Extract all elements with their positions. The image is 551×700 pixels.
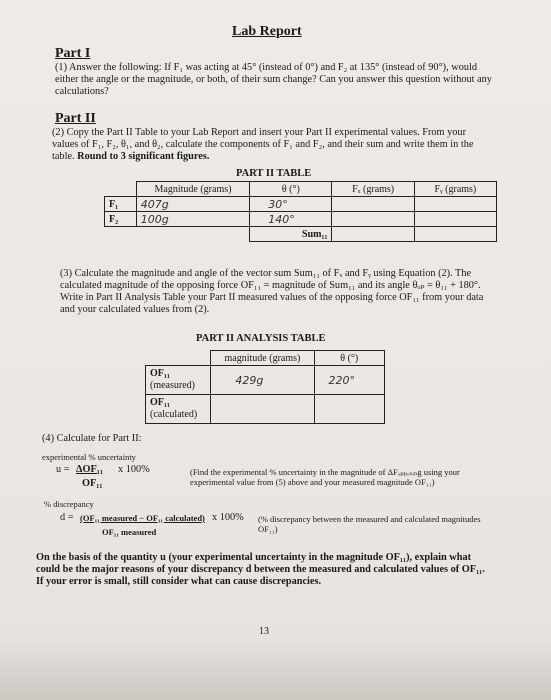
part2-instruction-1-text: (2) Copy the Part II Table to your Lab Report and insert your Part II experimental values. From your values of F₁, F₂, θ₁, and θ₂, calculate the components of F₁ and F₂, and their sum and write them in the table. bbox=[52, 127, 474, 162]
part2-instruction-3: (3) Calculate the magnitude and angle of the vector sum Sum₁₁ of Fₓ and Fᵧ using Equation (2). The calculated magnitude of the opposing force OF₁₁ = magnitude of Sum₁₁ and its angle θₒₚ = θ₁₁ + 180°. Write in Part II Analysis Table your Part II measured values of the opposing force OF₁₁ from your data and your calculated values from (2). bbox=[60, 268, 484, 315]
analysis-table bbox=[145, 350, 385, 424]
table-header: θ (°) bbox=[250, 182, 332, 197]
label-bottom: (calculated) bbox=[150, 409, 198, 420]
part1-heading: Part I bbox=[55, 46, 91, 61]
sum-spacer bbox=[105, 227, 137, 242]
sum-spacer bbox=[136, 227, 249, 242]
cell-fy bbox=[414, 212, 496, 227]
analysis-corner bbox=[146, 351, 211, 366]
uncertainty-numerator: ΔOF₁₁ bbox=[76, 464, 103, 475]
analysis-header: magnitude (grams) bbox=[211, 351, 314, 366]
page-number: 13 bbox=[259, 626, 269, 637]
part2-instruction-1 bbox=[52, 127, 494, 163]
label-top: OF₁₁ bbox=[150, 397, 170, 408]
part1-question: (1) Answer the following: If F₁ was acting at 45° (instead of 0°) and F₂ at 135° (instead of 90°), would either the angle or the magnitude, or both, of their sum change? Can you answer this question without any calculations? bbox=[55, 62, 492, 97]
conclusion-text: On the basis of the quantity u (your experimental uncertainty in the magnitude OF₁₁), explain what could be the major reasons of your discrepancy d between the measured and calculated values of OF₁₁. If your error is small, still consider what can cause discrepancies. bbox=[36, 552, 485, 587]
part2-table bbox=[104, 181, 497, 242]
analysis-row-label bbox=[146, 366, 211, 395]
analysis-row bbox=[146, 366, 385, 395]
analysis-cell-magnitude: 429g bbox=[211, 366, 314, 395]
discrepancy-lhs: d = bbox=[60, 512, 74, 523]
table-header: Fᵧ (grams) bbox=[414, 182, 496, 197]
row-label: F₂ bbox=[105, 212, 137, 227]
part2-table-caption: PART II TABLE bbox=[236, 168, 312, 179]
uncertainty-lhs: u = bbox=[56, 464, 70, 475]
part2-instruction-4: (4) Calculate for Part II: bbox=[42, 433, 142, 444]
cell-theta: 140° bbox=[250, 212, 332, 227]
part2-heading: Part II bbox=[55, 111, 96, 126]
cell-magnitude: 100g bbox=[136, 212, 249, 227]
analysis-header-row bbox=[146, 351, 385, 366]
cell-fx bbox=[332, 212, 414, 227]
cell-magnitude: 407g bbox=[136, 197, 249, 212]
cell-theta: 30° bbox=[250, 197, 332, 212]
table-row bbox=[105, 212, 497, 227]
round-note: Round to 3 significant figures. bbox=[77, 151, 210, 162]
analysis-cell-theta bbox=[314, 395, 384, 424]
sum-label: Sum₁₁ bbox=[250, 227, 332, 242]
analysis-header: θ (°) bbox=[314, 351, 384, 366]
table-corner bbox=[105, 182, 137, 197]
uncertainty-denominator: OF₁₁ bbox=[82, 478, 103, 489]
discrepancy-numerator: (OF₁₁ measured − OF₁₁ calculated) bbox=[80, 513, 205, 523]
analysis-cell-magnitude bbox=[211, 395, 314, 424]
discrepancy-label: % discrepancy bbox=[44, 499, 94, 509]
label-top: OF₁₁ bbox=[150, 368, 170, 379]
uncertainty-note: (Find the experimental % uncertainty in the magnitude of ΔFₒₚₚₒₛᵢₙg using your experimental value from (5) above and your measured magnitude OF₁₁) bbox=[190, 467, 460, 487]
discrepancy-times: x 100% bbox=[212, 512, 244, 523]
table-header-row bbox=[105, 182, 497, 197]
cell-fy bbox=[414, 197, 496, 212]
sum-fx bbox=[332, 227, 414, 242]
analysis-cell-theta: 220° bbox=[314, 366, 384, 395]
sum-fy bbox=[414, 227, 496, 242]
analysis-row bbox=[146, 395, 385, 424]
table-sum-row bbox=[105, 227, 497, 242]
row-label: F₁ bbox=[105, 197, 137, 212]
table-header: Magnitude (grams) bbox=[136, 182, 249, 197]
analysis-row-label bbox=[146, 395, 211, 424]
page-shadow bbox=[0, 640, 551, 700]
discrepancy-note: (% discrepancy between the measured and calculated magnitudes OF₁₁) bbox=[258, 514, 481, 534]
page-title: Lab Report bbox=[232, 24, 302, 39]
table-header: Fₓ (grams) bbox=[332, 182, 414, 197]
discrepancy-denominator: OF₁₁ measured bbox=[102, 527, 157, 537]
table-row bbox=[105, 197, 497, 212]
analysis-table-caption: PART II ANALYSIS TABLE bbox=[196, 333, 326, 344]
cell-fx bbox=[332, 197, 414, 212]
uncertainty-label: experimental % uncertainty bbox=[42, 452, 136, 462]
label-bottom: (measured) bbox=[150, 380, 195, 391]
uncertainty-times: x 100% bbox=[118, 464, 150, 475]
